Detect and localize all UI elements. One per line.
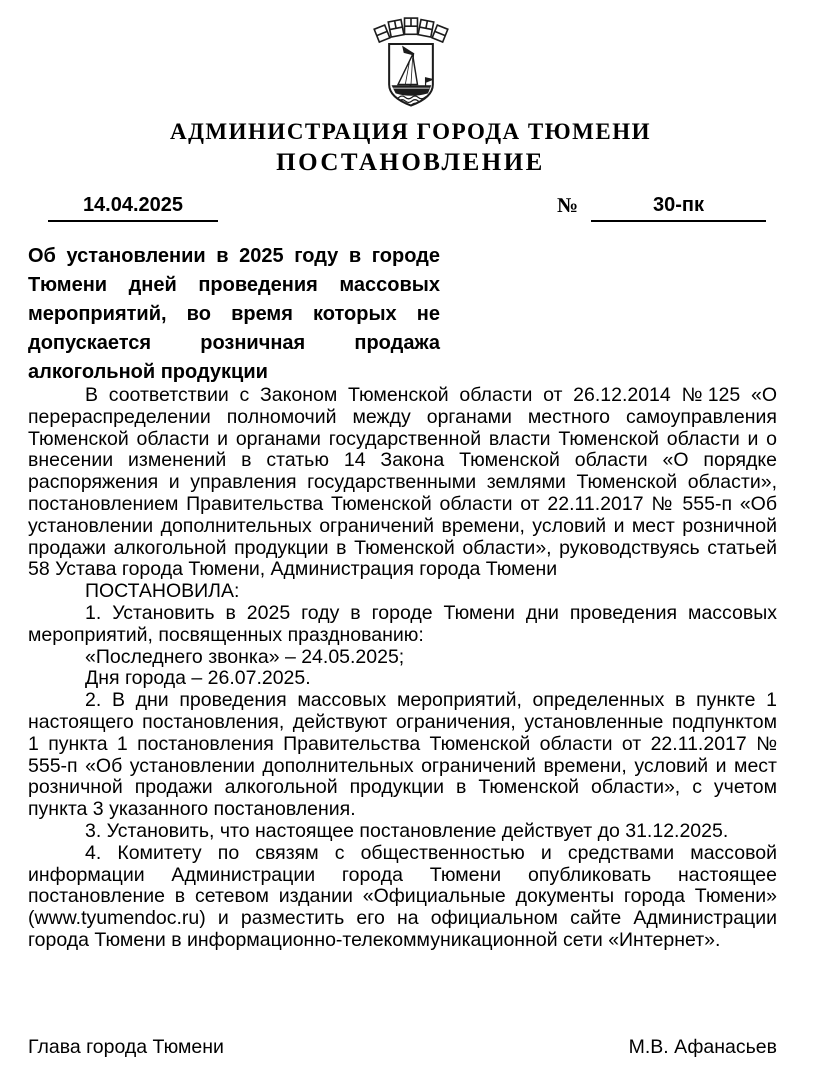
meta-row [0, 192, 821, 224]
document-date: 14.04.2025 [48, 192, 218, 222]
body-paragraph-item-4: 4. Комитету по связям с общественностью и средствами массовой информации Администрации города Тюмени опубликовать настоящее постановление в сетевом издании «Официальные документы города Тюмени» (www.tyumendoc.ru) и разместить его на официальном сайте Администрации города Тюмени в информационно-телекоммуникационной сети «Интернет». [28, 841, 777, 951]
body-paragraph-resolved: ПОСТАНОВИЛА: [85, 580, 240, 603]
number-sign-label: № [557, 193, 579, 217]
signatory-position: Глава города Тюмени [28, 1036, 224, 1058]
body-paragraph-item-1: 1. Установить в 2025 году в городе Тюмени дни проведения массовых мероприятий, посвященных празднованию: [28, 601, 777, 646]
signature-row [28, 1036, 777, 1059]
signatory-name: М.В. Афанасьев [628, 1036, 777, 1058]
mural-crown-icon [374, 18, 448, 42]
body-paragraph-event-city-day: Дня города – 26.07.2025. [85, 667, 311, 690]
body-paragraph-event-last-bell: «Последнего звонка» – 24.05.2025; [85, 645, 405, 668]
body-paragraph-item-2: 2. В дни проведения массовых мероприятий, определенных в пункте 1 настоящего постановления, действуют ограничения, установленные подпунктом 1 пункта 1 постановления Правительства Тюменской области от 22.11.2017 № 555-п «Об установлении дополнительных ограничений времени, условий и мест розничной продажи алкогольной продукции в Тюменской области», с учетом пункта 3 указанного постановления. [28, 689, 777, 821]
body-paragraph: В соответствии с Законом Тюменской области от 26.12.2014 №125 «О перераспределении полномочий между органами местного самоуправления Тюменской области и органами государственной власти Тюменской области и о внесении изменений в статью 14 Закона Тюменской области «О порядке распоряжения и управления государственными землями Тюменской области», постановлением Правительства Тюменской области от 22.11.2017 № 555-п «Об установлении дополнительных ограничений времени, условий и мест розничной продажи алкогольной продукции в Тюменской области», руководствуясь статьей 58 Устава города Тюмени, Администрация города Тюмени [28, 384, 777, 581]
document-type-heading: ПОСТАНОВЛЕНИЕ [276, 149, 545, 176]
document-number: 30-пк [591, 192, 766, 222]
coat-of-arms-icon [365, 10, 457, 112]
document-body [28, 385, 777, 952]
document-title: Об установлении в 2025 году в городе Тюмени дней проведения массовых мероприятий, во время которых не допускается розничная продажа алкогольной продукции [28, 245, 440, 383]
tyumen-coat-of-arms [365, 10, 457, 112]
organization-name: АДМИНИСТРАЦИЯ ГОРОДА ТЮМЕНИ [170, 119, 651, 144]
body-paragraph-item-3: 3. Установить, что настоящее постановление действует до 31.12.2025. [85, 819, 729, 842]
